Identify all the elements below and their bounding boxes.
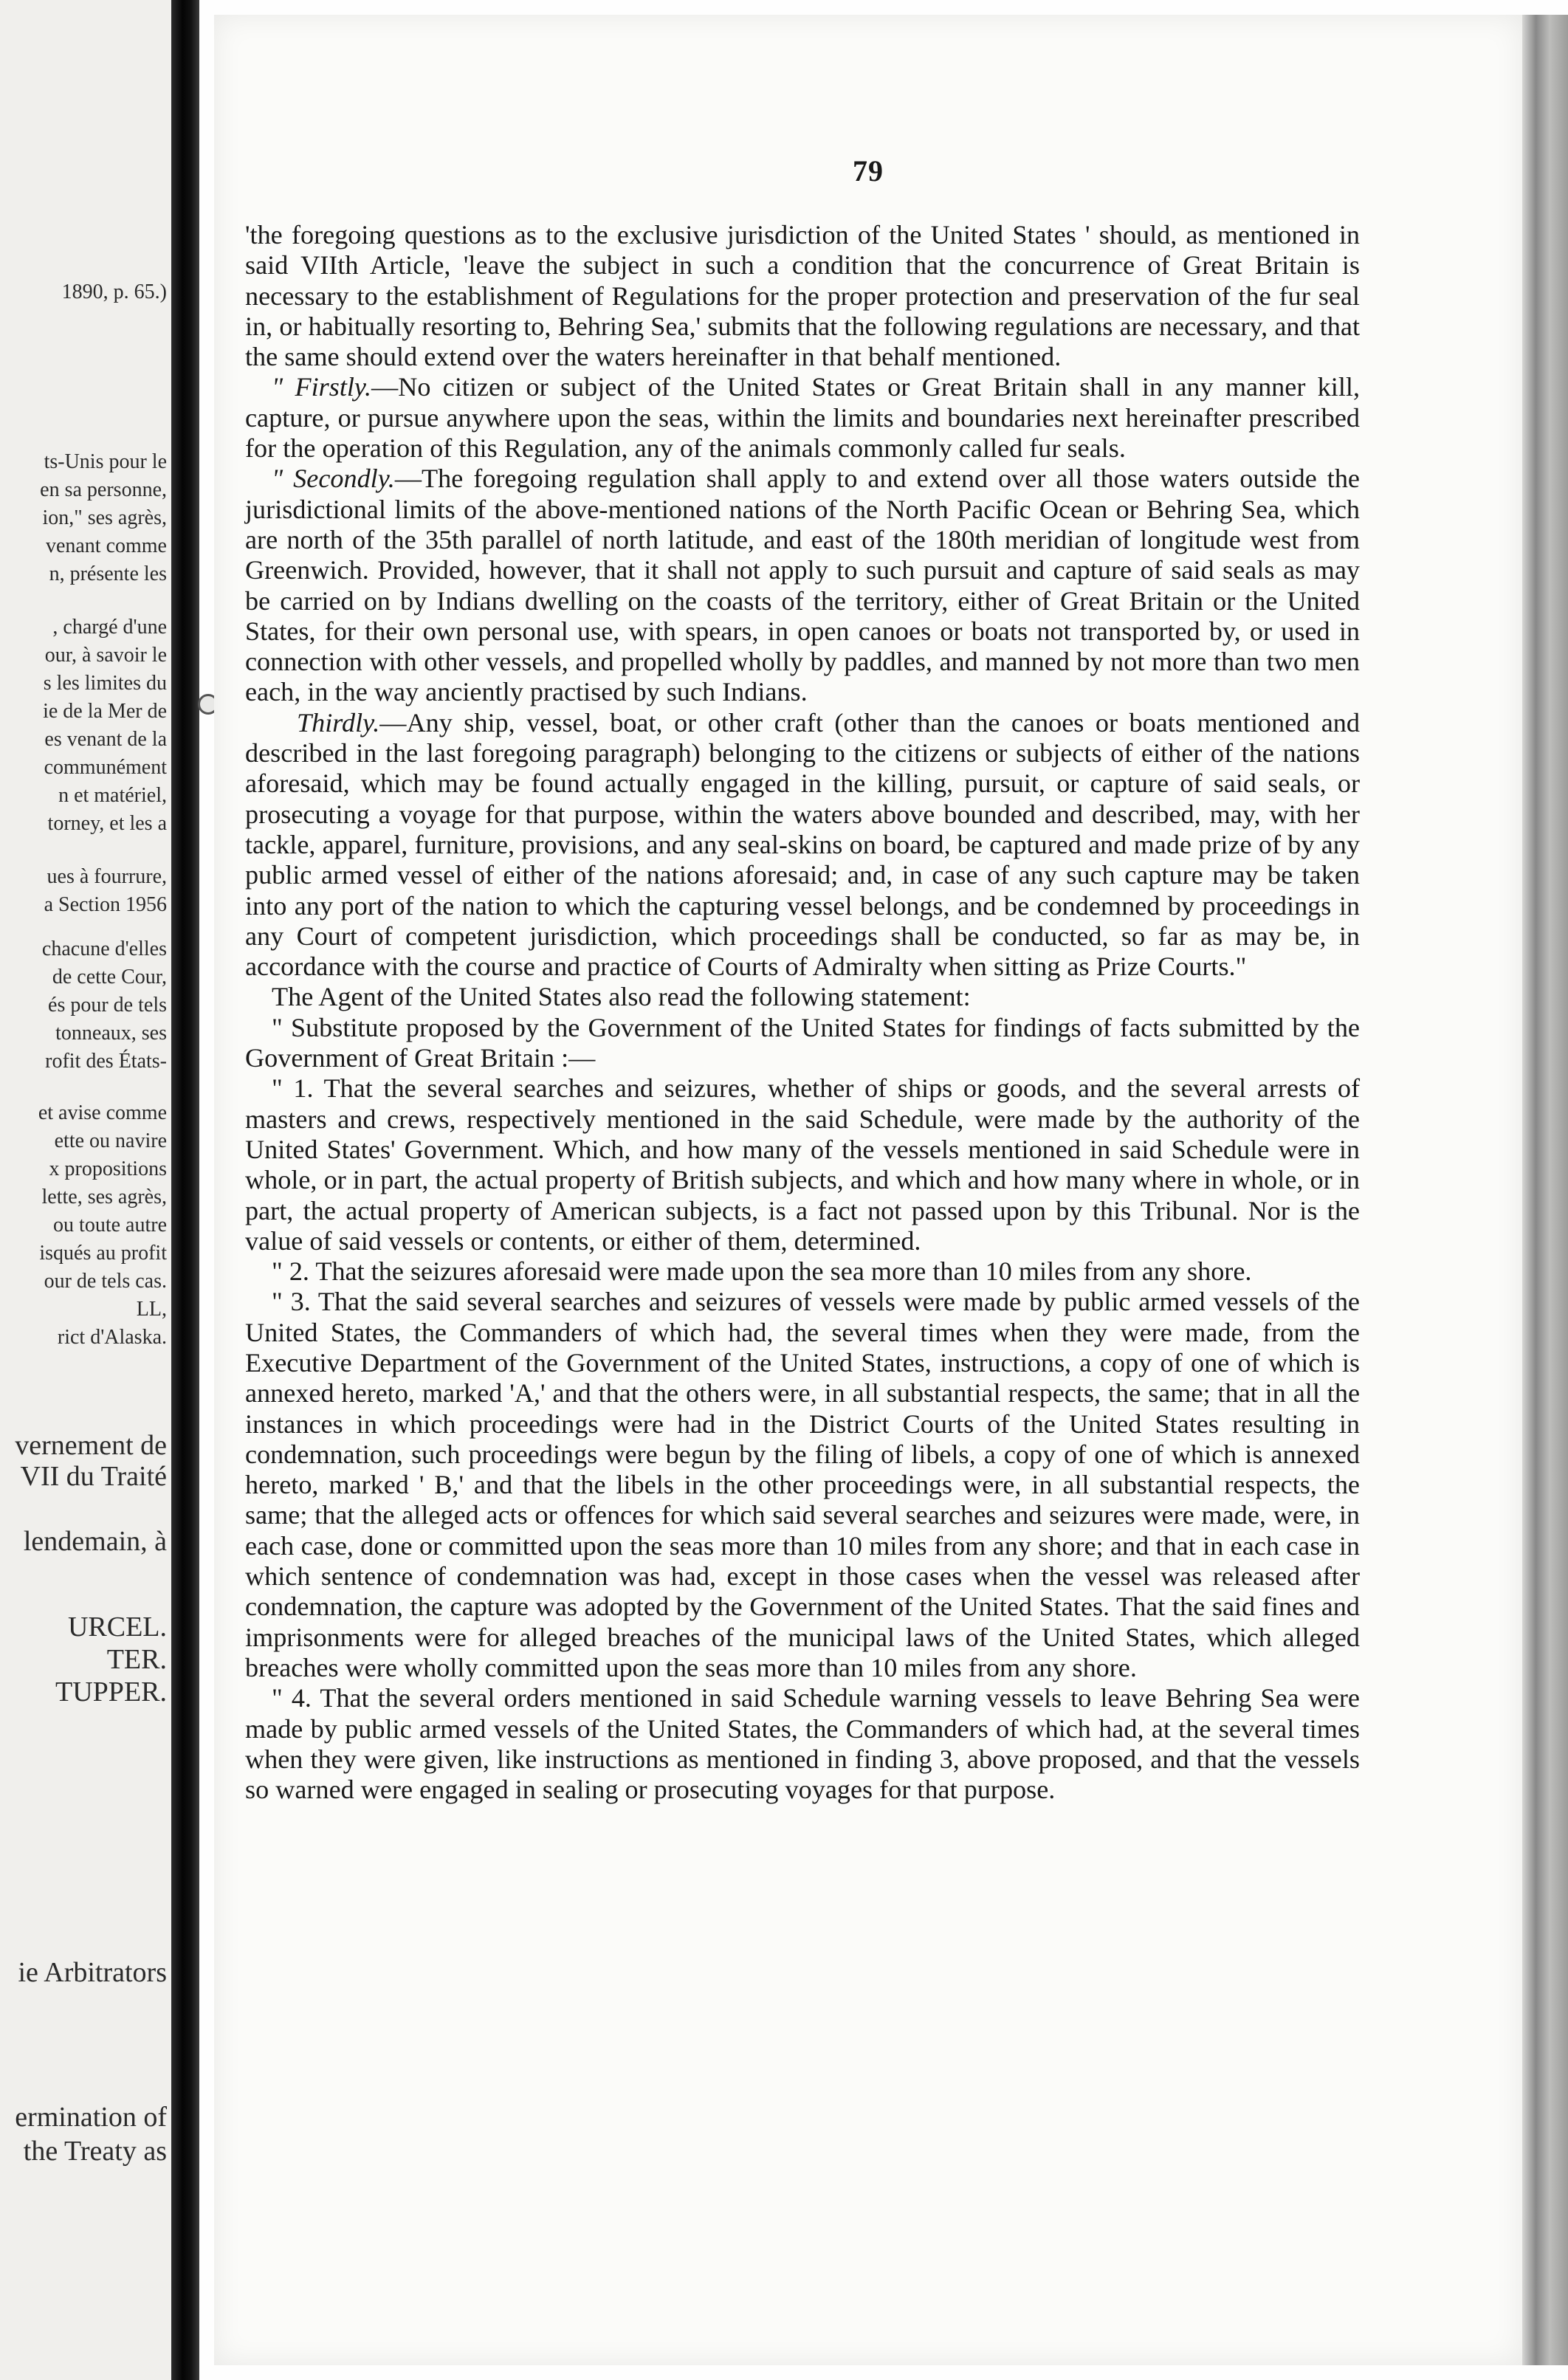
facing-page xyxy=(0,0,171,2380)
facing-page-line: ermination of xyxy=(15,2102,167,2133)
paragraph xyxy=(245,708,1360,983)
paragraph xyxy=(245,982,1360,1012)
facing-page-line: n et matériel, xyxy=(58,784,167,807)
paragraph-text: " Substitute proposed by the Government of the United States for findings of facts submitted by the Government of Great Britain :— xyxy=(245,1012,1360,1073)
facing-page-line: ion," ses agrès, xyxy=(42,506,167,529)
facing-page-line: ie de la Mer de xyxy=(43,700,167,723)
body-text xyxy=(245,220,1360,1805)
paragraph-lead: " Firstly. xyxy=(272,372,372,402)
facing-page-line: TER. xyxy=(106,1644,167,1675)
facing-page-line: isqués au profit xyxy=(39,1242,167,1265)
facing-page-line: our, à savoir le xyxy=(44,644,167,667)
facing-page-line: 1890, p. 65.) xyxy=(61,281,167,303)
facing-page-line: en sa personne, xyxy=(40,478,167,501)
facing-page-line: LL, xyxy=(136,1298,167,1321)
facing-page-line: ts-Unis pour le xyxy=(44,450,167,473)
facing-page-line: n, présente les xyxy=(49,563,167,585)
facing-page-line: our de tels cas. xyxy=(44,1270,167,1293)
facing-page-line: es venant de la xyxy=(44,728,167,751)
facing-page-line: VII du Traité xyxy=(20,1461,167,1492)
facing-page-line: et avise comme xyxy=(38,1101,167,1124)
paragraph-text: —The foregoing regulation shall apply to and extend over all those waters outside the jurisdictional limits of the above-mentioned nations of the North Pacific Ocean or Behring Sea, which are north of the 35th parallel of north latitude, and east of the 180th meridian of longitude west from Greenwich. Provided, however, that it shall not apply to such pursuit and capture of said seals as may be carried on by Indians dwelling on the coasts of the territory, either of Great Britain or the United States, for their own personal use, with spears, in open canoes or boats not transported by, or used in connection with other vessels, and propelled wholly by paddles, and manned by not more than two men each, in the way anciently practised by such Indians. xyxy=(245,464,1360,707)
facing-page-line: tonneaux, ses xyxy=(55,1022,167,1045)
paragraph xyxy=(245,464,1360,707)
page xyxy=(214,15,1522,2365)
facing-page-line: rict d'Alaska. xyxy=(57,1326,167,1349)
facing-page-line: ou toute autre xyxy=(53,1214,167,1237)
facing-page-line: a Section 1956 xyxy=(44,893,167,916)
facing-page-line: torney, et les a xyxy=(47,812,167,835)
book-gutter xyxy=(171,0,199,2380)
facing-page-line: x propositions xyxy=(49,1158,167,1180)
paragraph xyxy=(245,1287,1360,1683)
paragraph-text: " 2. That the seizures aforesaid were made upon the sea more than 10 miles from any shore. xyxy=(272,1256,1252,1287)
paragraph xyxy=(245,1256,1360,1287)
facing-page-line: communément xyxy=(44,756,167,779)
facing-page-line: chacune d'elles xyxy=(41,938,167,960)
paragraph xyxy=(245,372,1360,464)
facing-page-line: ues à fourrure, xyxy=(47,865,167,888)
facing-page-line: ette ou navire xyxy=(54,1129,167,1152)
paragraph xyxy=(245,1073,1360,1256)
facing-page-line: és pour de tels xyxy=(48,994,167,1017)
facing-page-line: TUPPER. xyxy=(55,1676,167,1707)
paragraph-text: The Agent of the United States also read the following statement: xyxy=(272,982,971,1012)
paragraph-text: —No citizen or subject of the United States or Great Britain shall in any manner kill, capture, or pursue anywhere upon the seas, within the limits and boundaries next hereinafter prescribed for the operation of this Regulation, any of the animals commonly called fur seals. xyxy=(245,372,1360,464)
facing-page-line: the Treaty as xyxy=(23,2136,167,2167)
paragraph-lead: " Secondly. xyxy=(272,464,395,494)
facing-page-line: lendemain, à xyxy=(23,1526,167,1557)
page-edge xyxy=(1522,15,1568,2365)
facing-page-line: venant comme xyxy=(45,534,167,557)
paragraph xyxy=(245,1013,1360,1074)
facing-page-line: rofit des États- xyxy=(45,1050,167,1073)
facing-page-line: URCEL. xyxy=(67,1612,167,1643)
facing-page-line: lette, ses agrès, xyxy=(41,1186,167,1208)
facing-page-line: , chargé d'une xyxy=(52,616,167,639)
facing-page-line: ie Arbitrators xyxy=(18,1957,167,1988)
facing-page-line: vernement de xyxy=(15,1430,167,1461)
facing-page-line: de cette Cour, xyxy=(52,966,167,988)
paragraph-text: " 4. That the several orders mentioned in said Schedule warning vessels to leave Behring Sea were made by public armed vessels of the United States, the Commanders of which had, at the several times when they were given, like instructions as mentioned in finding 3, above proposed, and that the vessels so warned were engaged in sealing or prosecuting voyages for that purpose. xyxy=(245,1683,1360,1805)
paragraph xyxy=(245,220,1360,372)
paragraph xyxy=(245,1683,1360,1805)
facing-page-line: s les limites du xyxy=(43,672,167,695)
paragraph-text: 'the foregoing questions as to the exclusive jurisdiction of the United States ' should, as mentioned in said VIIth Article, 'leave the subject in such a condition that the concurrence of Great Britain is necessary to the establishment of Regulations for the proper protection and preservation of the fur seal in, or habitually resorting to, Behring Sea,' submits that the following regulations are necessary, and that the same should extend over the waters hereinafter in that behalf mentioned. xyxy=(245,220,1360,372)
page-number: 79 xyxy=(853,154,884,188)
paragraph-text: " 3. That the said several searches and seizures of vessels were made by public armed vessels of the United States, the Commanders of which had, the several times when they were made, from the Executive Department of the Government of the United States, instructions, a copy of one of which is annexed hereto, marked 'A,' and that the others were, in all substantial respects, the same; that in all the instances in which proceedings were had in the District Courts of the United States resulting in condemnation, such proceedings were begun by the filing of libels, a copy of one of which is annexed hereto, marked ' B,' and that the libels in the other proceedings were, in all substantial respects, the same; that the alleged acts or offences for which said several searches and seizures were made, were, in each case, done or committed upon the seas more than 10 miles from any shore; and that in each case in which sentence of condemnation was had, except in those cases when the vessel was released after condemnation, the capture was adopted by the Government of the United States. That the said fines and imprisonments were for alleged breaches of the municipal laws of the United States, which alleged breaches were wholly committed upon the seas more than 10 miles from any shore. xyxy=(245,1287,1360,1682)
paragraph-lead: Thirdly. xyxy=(297,707,380,737)
paragraph-text: " 1. That the several searches and seizures, whether of ships or goods, and the several arrests of masters and crews, respectively mentioned in the said Schedule, were made by the authority of the United States' Government. Which, and how many of the vessels mentioned in said Schedule were in whole, or in part, the actual property of British subjects, and which and how many where in whole, or in part, the actual property of American subjects, is a fact not passed upon by this Tribunal. Nor is the value of said vessels or contents, or either of them, determined. xyxy=(245,1073,1360,1256)
paragraph-text: —Any ship, vessel, boat, or other craft (other than the canoes or boats mentioned and described in the last foregoing paragraph) belonging to the citizens or subjects of either of the nations aforesaid, which may be found actually engaged in the killing, pursuit, or capture of said seals, or prosecuting a voyage for that purpose, within the waters above bounded and described, may, with her tackle, apparel, furniture, provisions, and any seal-skins on board, be captured and made prize of by any public armed vessel of either of the nations aforesaid; and, in case of any such capture may be taken into any port of the nation to which the capturing vessel belongs, and be condemned by proceedings in any Court of competent jurisdiction, which proceedings shall be conducted, so far as may be, in accordance with the course and practice of Courts of Admiralty when sitting as Prize Courts." xyxy=(245,707,1360,982)
